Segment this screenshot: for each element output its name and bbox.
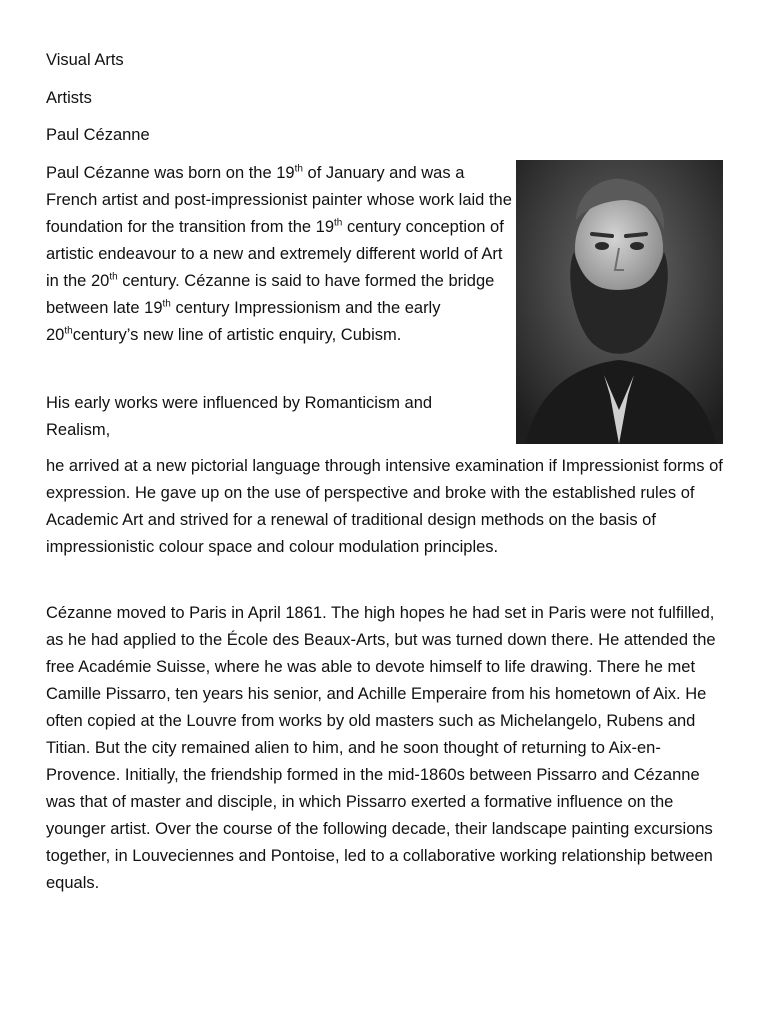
intro-text-2: of January and was a French artist and post-impressionist painter whose work laid the foundation for the transition from the 19 (46, 164, 512, 236)
ordinal-suffix: th (162, 298, 171, 310)
heading-artists: Artists (46, 89, 92, 107)
paragraph-intro (46, 160, 516, 349)
paragraph-pictorial-language: he arrived at a new pictorial language through intensive examination if Impressionist forms of expression. He gave up on the use of perspective and broke with the established rules of Academic Art and strived for a renewal of traditional design methods on the basis of impressionistic colour space and colour modulation principles. (46, 457, 723, 556)
intro-text-3: century conception of artistic endeavour to a new and extremely different world of Art in the 20 (46, 218, 504, 290)
intro-text-4: century. Cézanne is said to have formed the bridge between late 19 (46, 272, 495, 317)
ordinal-suffix: th (64, 325, 73, 337)
heading-visual-arts: Visual Arts (46, 51, 124, 69)
intro-text-6: century’s new line of artistic enquiry, Cubism. (72, 326, 402, 344)
ordinal-suffix: th (109, 271, 118, 283)
portrait-image (516, 160, 723, 444)
ordinal-suffix: th (294, 163, 303, 175)
ordinal-suffix: th (334, 217, 343, 229)
intro-text-1: Paul Cézanne was born on the 19 (46, 164, 295, 182)
heading-artist-name: Paul Cézanne (46, 126, 150, 144)
paragraph-paris: Cézanne moved to Paris in April 1861. The high hopes he had set in Paris were not fulfilled, as he had applied to the École des Beaux-Arts, but was turned down there. He attended the free Académie Suisse, where he was able to devote himself to life drawing. There he met Camille Pissarro, ten years his senior, and Achille Emperaire from his hometown of Aix. He often copied at the Louvre from works by old masters such as Michelangelo, Rubens and Titian. But the city remained alien to him, and he soon thought of returning to Aix-en-Provence. Initially, the friendship formed in the mid-1860s between Pissarro and Cézanne was that of master and disciple, in which Pissarro exerted a formative influence on the younger artist. Over the course of the following decade, their landscape painting excursions together, in Louveciennes and Pontoise, led to a collaborative working relationship between equals. (46, 604, 716, 892)
paragraph-early-works: His early works were influenced by Romanticism and Realism, (46, 394, 433, 439)
intro-text-5: century Impressionism and the early 20 (46, 299, 441, 344)
portrait-photo (516, 160, 723, 444)
